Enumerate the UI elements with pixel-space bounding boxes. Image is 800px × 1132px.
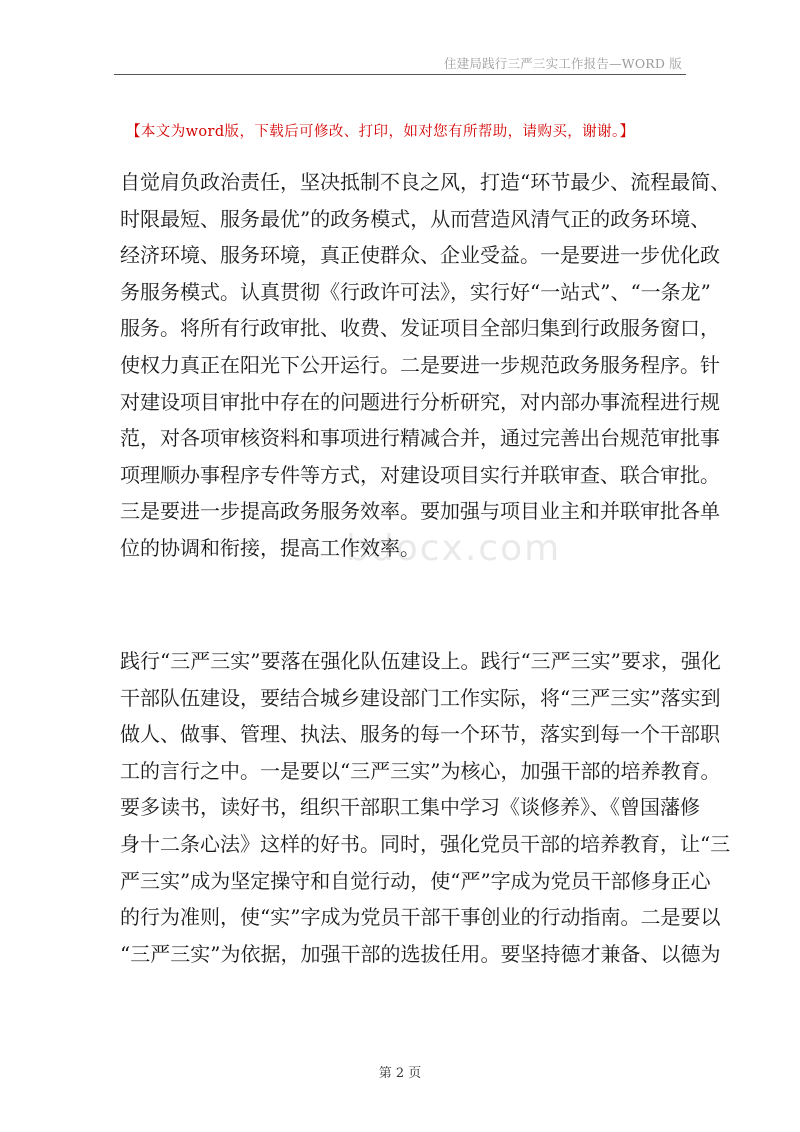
page-number: 第 2 页: [378, 1066, 422, 1081]
text-line: 要多读书，读好书，组织干部职工集中学习《谈修养》、《曾国藩修: [120, 795, 700, 820]
paragraph-2: [120, 643, 731, 972]
text-line: 对建设项目审批中存在的问题进行分析研究，对内部办事流程进行规: [120, 389, 720, 414]
text-line: 践行“三严三实”要落在强化队伍建设上。践行“三严三实”要求，强化: [120, 649, 721, 673]
text-line: 三是要进一步提高政务服务效率。要加强与项目业主和并联审批各单: [120, 499, 720, 524]
purchase-notice: 【本文为word版，下载后可修改、打印，如对您有所帮助，请购买，谢谢。】: [126, 124, 635, 140]
text-line: 项理顺办事程序专件等方式，对建设项目实行并联审查、联合审批。: [120, 462, 720, 487]
text-line: 经济环境、服务环境，真正使群众、企业受益。一是要进一步优化政: [120, 243, 720, 268]
text-line: 工的言行之中。一是要以“三严三实”为核心，加强干部的培养教育。: [120, 758, 721, 783]
text-line: 身十二条心法》这样的好书。同时，强化党员干部的培养教育，让“三: [120, 831, 731, 856]
text-line: 服务。将所有行政审批、收费、发证项目全部归集到行政服务窗口，: [120, 316, 720, 341]
text-line: 自觉肩负政治责任，坚决抵制不良之风，打造“环节最少、流程最简、: [120, 170, 731, 194]
text-line: 干部队伍建设，要结合城乡建设部门工作实际，将“三严三实”落实到: [120, 685, 721, 710]
text-line: 时限最短、服务最优”的政务模式，从而营造风清气正的政务环境、: [120, 206, 711, 231]
text-line: 的行为准则，使“实”字成为党员干部干事创业的行动指南。二是要以: [120, 905, 721, 930]
paragraph-1: [120, 164, 731, 567]
text-line: “三严三实”为依据，加强干部的选拔任用。要坚持德才兼备、以德为: [120, 941, 721, 966]
text-line: 做人、做事、管理、执法、服务的每一个环节，落实到每一个干部职: [120, 722, 720, 747]
header-divider: [114, 74, 686, 75]
header-title: 住建局践行三严三实工作报告—WORD 版: [443, 56, 682, 71]
text-line: 严三实”成为坚定操守和自觉行动，使“严”字成为党员干部修身正心: [120, 868, 711, 893]
text-line: 使权力真正在阳光下公开运行。二是要进一步规范政务服务程序。针: [120, 352, 720, 377]
text-line: 位的协调和衔接，提高工作效率。: [120, 535, 420, 560]
watermark: bdocx.com: [346, 528, 562, 569]
text-line: 务服务模式。认真贯彻《行政许可法》，实行好“一站式”、“一条龙”: [120, 279, 711, 304]
text-line: 范，对各项审核资料和事项进行精减合并，通过完善出台规范审批事: [120, 426, 720, 451]
